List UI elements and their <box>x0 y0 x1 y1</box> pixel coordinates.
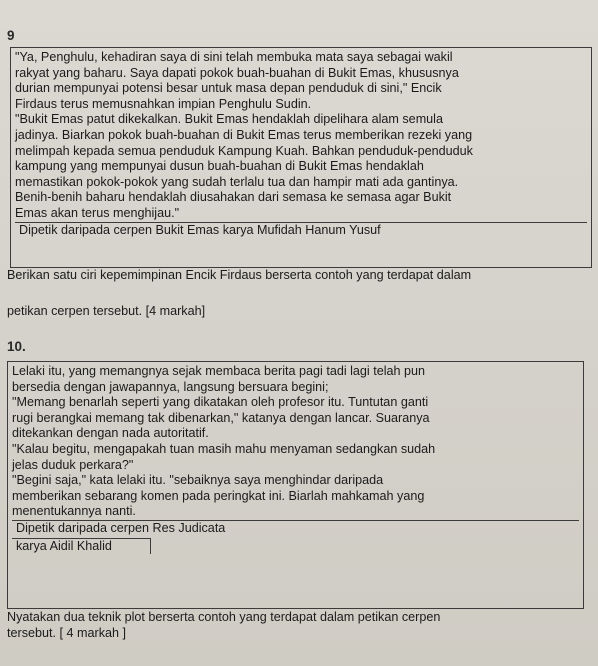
question-9-number: 9 <box>7 28 15 43</box>
q9-passage-line: Benih-benih baharu hendaklah diusahakan dari semasa ke semasa agar Bukit <box>15 190 452 205</box>
q10-passage-line: rugi berangkai memang tak dibenarkan," katanya dengan lancar. Suaranya <box>12 410 430 425</box>
question-9-prompt-line-2: petikan cerpen tersebut. [4 markah] <box>7 304 206 318</box>
q10-passage-line: bersedia dengan jawapannya, langsung bersuara begini; <box>12 379 329 394</box>
q9-passage-line: Firdaus terus memusnahkan impian Penghulu Sudin. <box>15 96 312 111</box>
q10-passage-line: "Memang benarlah seperti yang dikatakan oleh profesor itu. Tuntutan ganti <box>12 395 429 410</box>
q10-passage-line: Lelaki itu, yang memangnya sejak membaca berita pagi tadi lagi telah pun <box>12 364 426 378</box>
question-9-prompt-line-1: Berikan satu ciri kepemimpinan Encik Firdaus berserta contoh yang terdapat dalam <box>7 268 472 282</box>
q9-passage-line: Emas akan terus menghijau." <box>15 205 180 220</box>
question-10-number: 10. <box>7 339 26 354</box>
q9-passage-line: "Ya, Penghulu, kehadiran saya di sini telah membuka mata saya sebagai wakil <box>15 50 453 64</box>
q9-passage-line: memastikan pokok-pokok yang sudah terlalu tua dan hampir mati ada gantinya. <box>15 174 459 189</box>
q9-passage-line: rakyat yang baharu. Saya dapati pokok buah-buahan di Bukit Emas, khususnya <box>15 65 459 80</box>
q10-passage-line: "Begini saja," kata lelaki itu. "sebaiknya saya menghindar daripada <box>12 473 384 488</box>
q9-passage-line: kampung yang mempunyai dusun buah-buahan di Bukit Emas hendaklah <box>15 159 424 174</box>
q9-passage-line: melimpah kepada semua penduduk Kampung Kuah. Bahkan penduduk-penduduk <box>15 143 473 158</box>
q10-passage-line: menentukannya nanti. <box>12 504 136 519</box>
question-9-passage-box <box>10 47 592 268</box>
q9-passage-line: durian mempunyai potensi besar untuk masa depan penduduk di sini," Encik <box>15 81 442 96</box>
question-10-prompt-line-2: tersebut. [ 4 markah ] <box>7 626 126 640</box>
q10-passage-line: jelas duduk perkara?" <box>12 457 134 472</box>
q10-passage-line: memberikan sebarang komen pada peringkat ini. Biarlah mahkamah yang <box>12 488 425 503</box>
q10-passage-line: ditekankan dengan nada autoritatif. <box>12 426 209 441</box>
q10-source-citation-line-1: Dipetik daripada cerpen Res Judicata <box>12 520 579 537</box>
q9-source-citation: Dipetik daripada cerpen Bukit Emas karya Mufidah Hanum Yusuf <box>15 222 587 239</box>
question-10-prompt-line-1: Nyatakan dua teknik plot berserta contoh yang terdapat dalam petikan cerpen <box>7 610 441 624</box>
q9-passage-line: "Bukit Emas patut dikekalkan. Bukit Emas hendaklah dipelihara alam semula <box>15 112 443 127</box>
q10-passage-line: "Kalau begitu, mengapakah tuan masih mahu menyaman sedangkan sudah <box>12 441 436 456</box>
q10-source-citation-line-2: karya Aidil Khalid <box>12 538 151 555</box>
question-10-passage-box <box>7 361 584 609</box>
q9-passage-line: jadinya. Biarkan pokok buah-buahan di Bukit Emas terus memberikan rezeki yang <box>15 127 473 142</box>
